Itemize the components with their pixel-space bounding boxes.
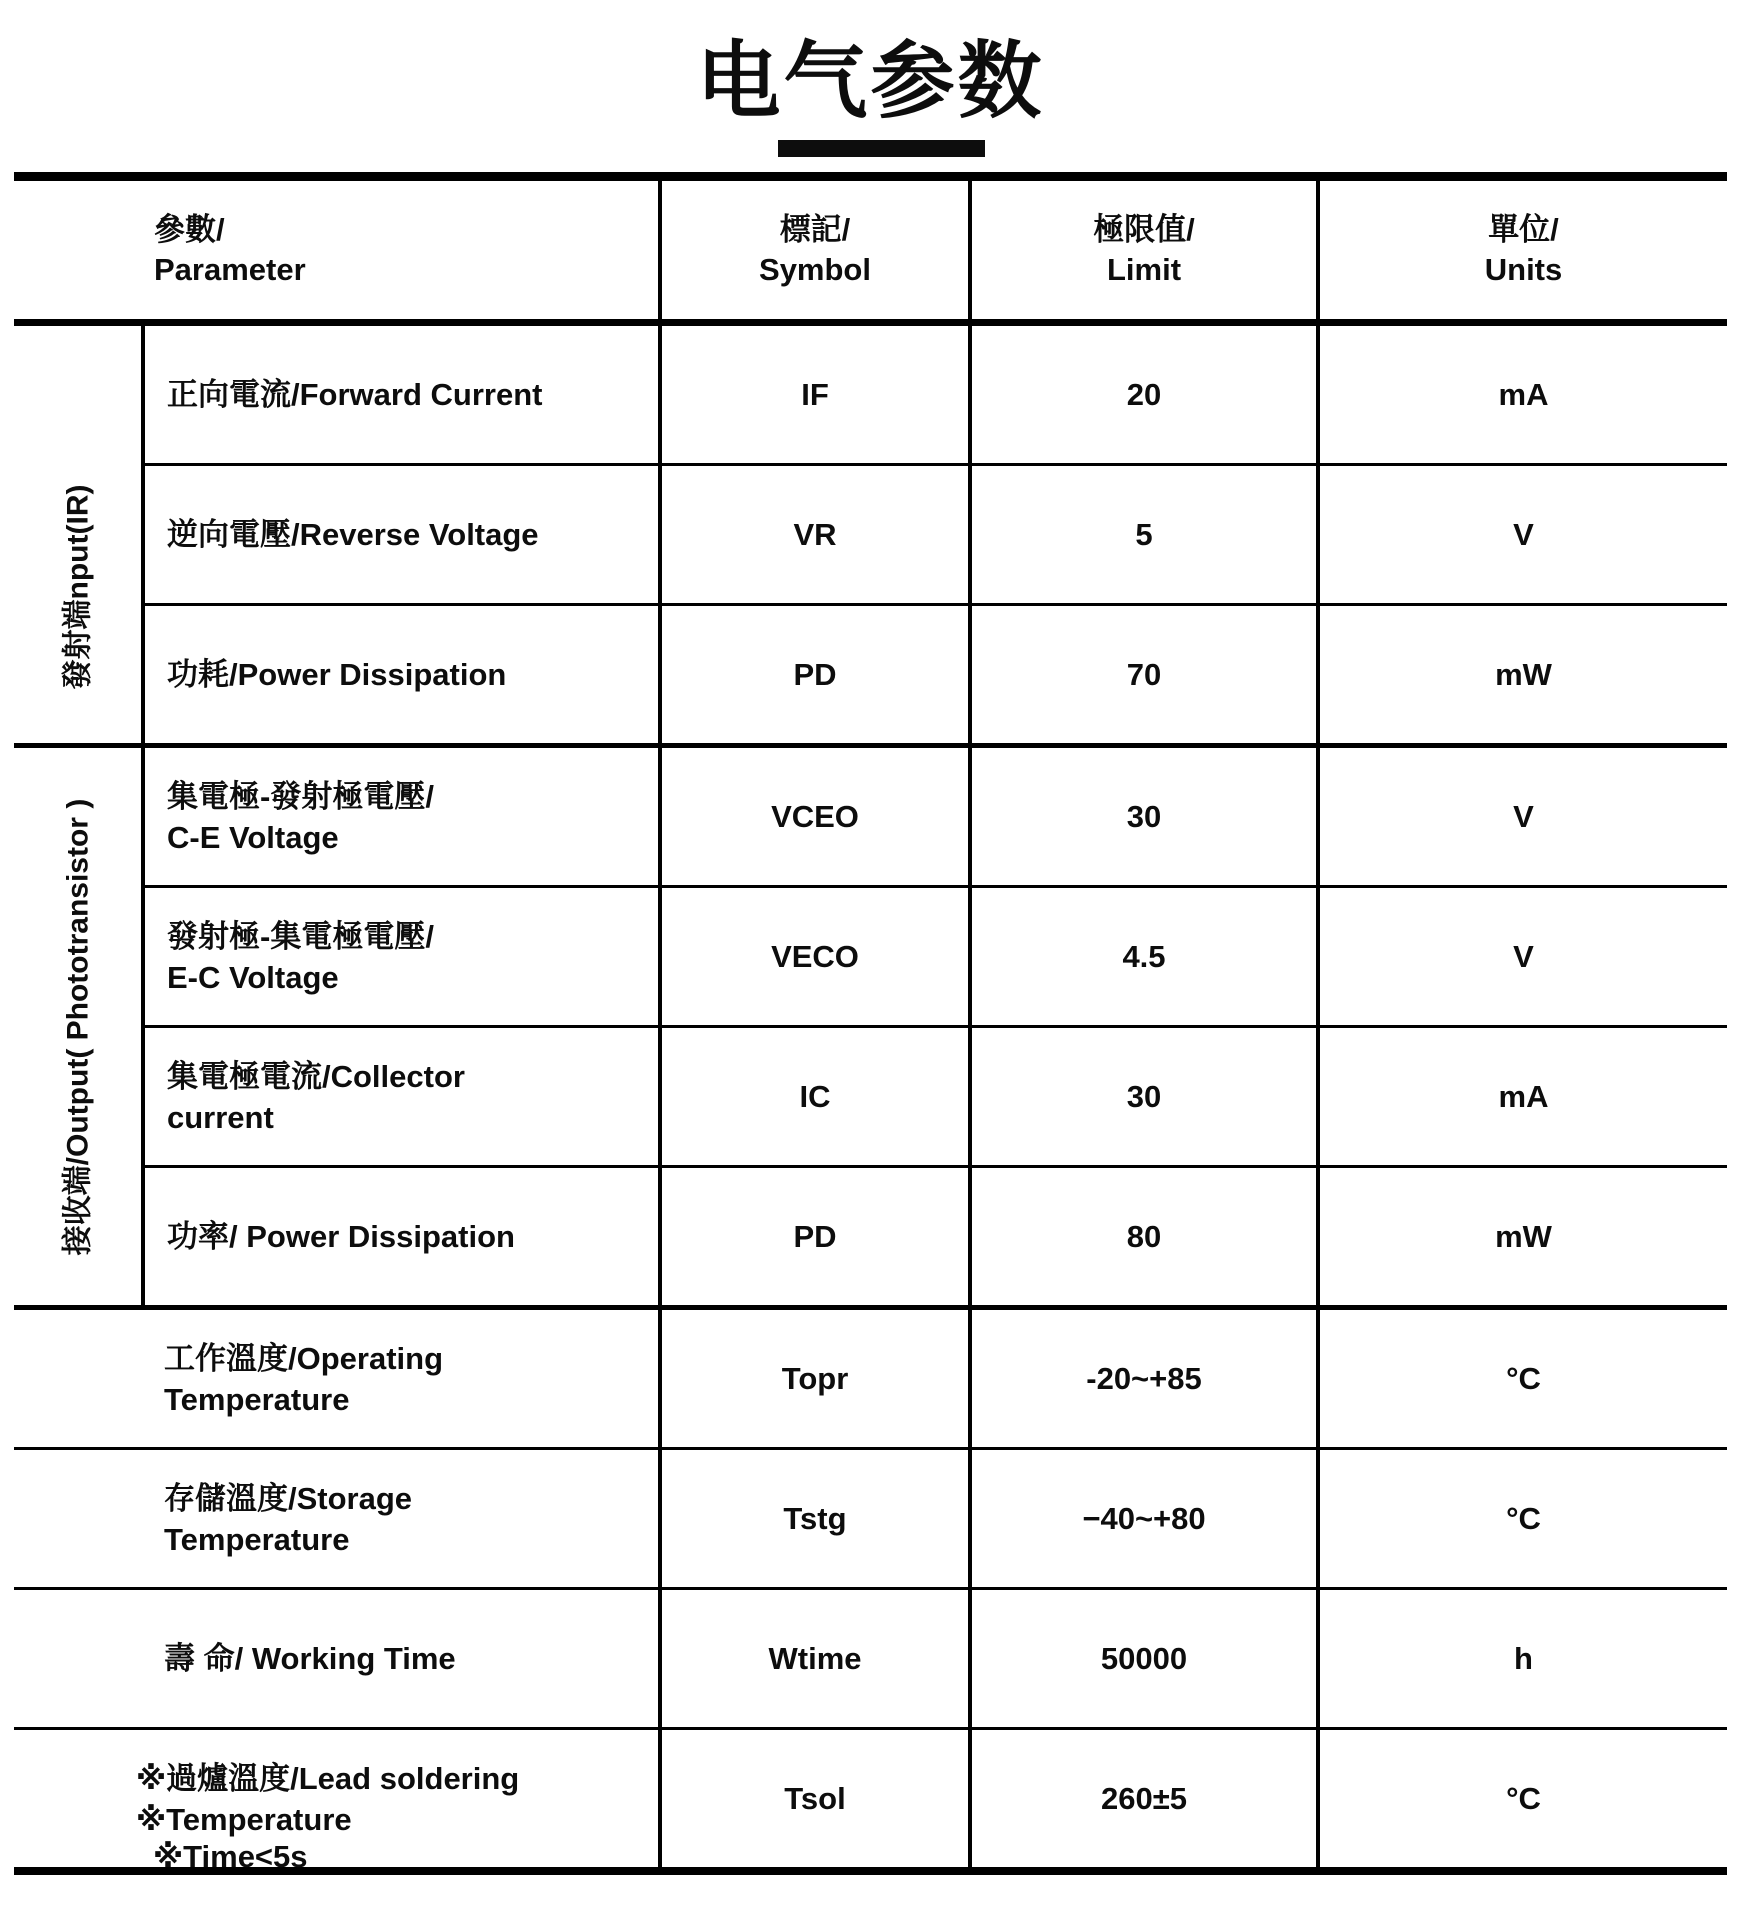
- limit-cell: -20~+85: [970, 1308, 1318, 1449]
- group-label-input-ir-cell: [14, 323, 143, 746]
- units-cell: V: [1318, 887, 1727, 1027]
- page-title: 电气参数: [696, 34, 1045, 128]
- limit-cell: 4.5: [970, 887, 1318, 1027]
- symbol-cell: IF: [660, 323, 970, 465]
- table-row-power-dissipation-input: [14, 605, 1727, 746]
- limit-cell: 5: [970, 465, 1318, 605]
- col-header-parameter: [14, 177, 660, 323]
- param-line: 逆向電壓/Reverse Voltage: [167, 517, 539, 552]
- symbol-cell: VR: [660, 465, 970, 605]
- param-cell: [143, 323, 660, 465]
- symbol-cell: PD: [660, 1167, 970, 1308]
- param-line: E-C Voltage: [167, 959, 339, 995]
- col-header-units-zh: 單位/: [1488, 212, 1559, 247]
- param-line: 集電極-發射極電壓/: [167, 778, 434, 814]
- limit-cell: 260±5: [970, 1729, 1318, 1872]
- col-header-limit-en: Limit: [1106, 252, 1182, 287]
- units-cell: mW: [1318, 605, 1727, 746]
- limit-cell: 30: [970, 746, 1318, 887]
- symbol-cell: Tstg: [660, 1449, 970, 1589]
- param-line: Temperature: [164, 1521, 350, 1557]
- symbol-cell: Wtime: [660, 1589, 970, 1729]
- param-line: C-E Voltage: [167, 819, 339, 855]
- col-header-parameter-en: Parameter: [154, 252, 306, 287]
- units-cell: V: [1318, 746, 1727, 887]
- symbol-cell: VECO: [660, 887, 970, 1027]
- table-row-operating-temperature: [14, 1308, 1727, 1449]
- symbol-cell: Topr: [660, 1308, 970, 1449]
- param-cell: [143, 1027, 660, 1167]
- symbol-cell: Tsol: [660, 1729, 970, 1872]
- units-cell: mA: [1318, 1027, 1727, 1167]
- param-line: ※過爐溫度/Lead soldering: [136, 1760, 520, 1796]
- param-cell: [143, 1167, 660, 1308]
- col-header-symbol: [660, 177, 970, 323]
- header-row: [14, 177, 1727, 323]
- limit-cell: −40~+80: [970, 1449, 1318, 1589]
- param-line: 壽 命/ Working Time: [164, 1641, 456, 1676]
- table-row-ce-voltage: [14, 746, 1727, 887]
- param-cell: [143, 746, 660, 887]
- param-line: 功率/ Power Dissipation: [167, 1219, 515, 1254]
- limit-cell: 20: [970, 323, 1318, 465]
- param-line: ※Temperature: [136, 1801, 352, 1837]
- col-header-units-en: Units: [1484, 252, 1563, 287]
- param-cell: [14, 1729, 660, 1872]
- title-underline: [778, 140, 985, 157]
- units-cell: °C: [1318, 1729, 1727, 1872]
- table-row-collector-current: [14, 1027, 1727, 1167]
- electrical-parameters-table: [14, 172, 1727, 1875]
- param-cell: [143, 605, 660, 746]
- table-row-working-time: [14, 1589, 1727, 1729]
- param-line: 集電極電流/Collector: [167, 1058, 465, 1094]
- col-header-limit: [970, 177, 1318, 323]
- param-cell: [14, 1308, 660, 1449]
- limit-cell: 80: [970, 1167, 1318, 1308]
- limit-cell: 50000: [970, 1589, 1318, 1729]
- col-header-symbol-en: Symbol: [759, 252, 871, 287]
- limit-cell: 30: [970, 1027, 1318, 1167]
- param-line: current: [167, 1099, 274, 1135]
- param-line: 正向電流/Forward Current: [167, 377, 543, 412]
- symbol-cell: VCEO: [660, 746, 970, 887]
- param-cell: [14, 1589, 660, 1729]
- col-header-parameter-zh: 參數/: [154, 212, 225, 247]
- param-line: 存儲溫度/Storage: [164, 1480, 413, 1516]
- param-cell: [14, 1449, 660, 1589]
- col-header-symbol-zh: 標記/: [779, 212, 851, 247]
- symbol-cell: IC: [660, 1027, 970, 1167]
- units-cell: mW: [1318, 1167, 1727, 1308]
- units-cell: h: [1318, 1589, 1727, 1729]
- table-row-power-dissipation-output: [14, 1167, 1727, 1308]
- units-cell: °C: [1318, 1449, 1727, 1589]
- col-header-limit-zh: 極限值/: [1093, 212, 1195, 247]
- table-row-reverse-voltage: [14, 465, 1727, 605]
- footnote: ※Time<5s: [153, 1839, 308, 1874]
- limit-cell: 70: [970, 605, 1318, 746]
- table-row-storage-temperature: [14, 1449, 1727, 1589]
- param-line: 工作溫度/Operating: [164, 1340, 444, 1376]
- group-label-output-phototransistor-cell: [14, 746, 143, 1308]
- col-header-units: [1318, 177, 1727, 323]
- param-line: 功耗/Power Dissipation: [167, 657, 507, 692]
- units-cell: °C: [1318, 1308, 1727, 1449]
- group-label-input-ir: 發射端nput(IR): [61, 484, 94, 689]
- symbol-cell: PD: [660, 605, 970, 746]
- param-line: 發射極-集電極電壓/: [167, 918, 434, 954]
- units-cell: V: [1318, 465, 1727, 605]
- table-row-ec-voltage: [14, 887, 1727, 1027]
- param-cell: [143, 465, 660, 605]
- param-cell: [143, 887, 660, 1027]
- units-cell: mA: [1318, 323, 1727, 465]
- group-label-output-phototransistor: 接收端/Output( Phototransistor ): [61, 798, 94, 1255]
- table-row-forward-current: [14, 323, 1727, 465]
- param-line: Temperature: [164, 1381, 350, 1417]
